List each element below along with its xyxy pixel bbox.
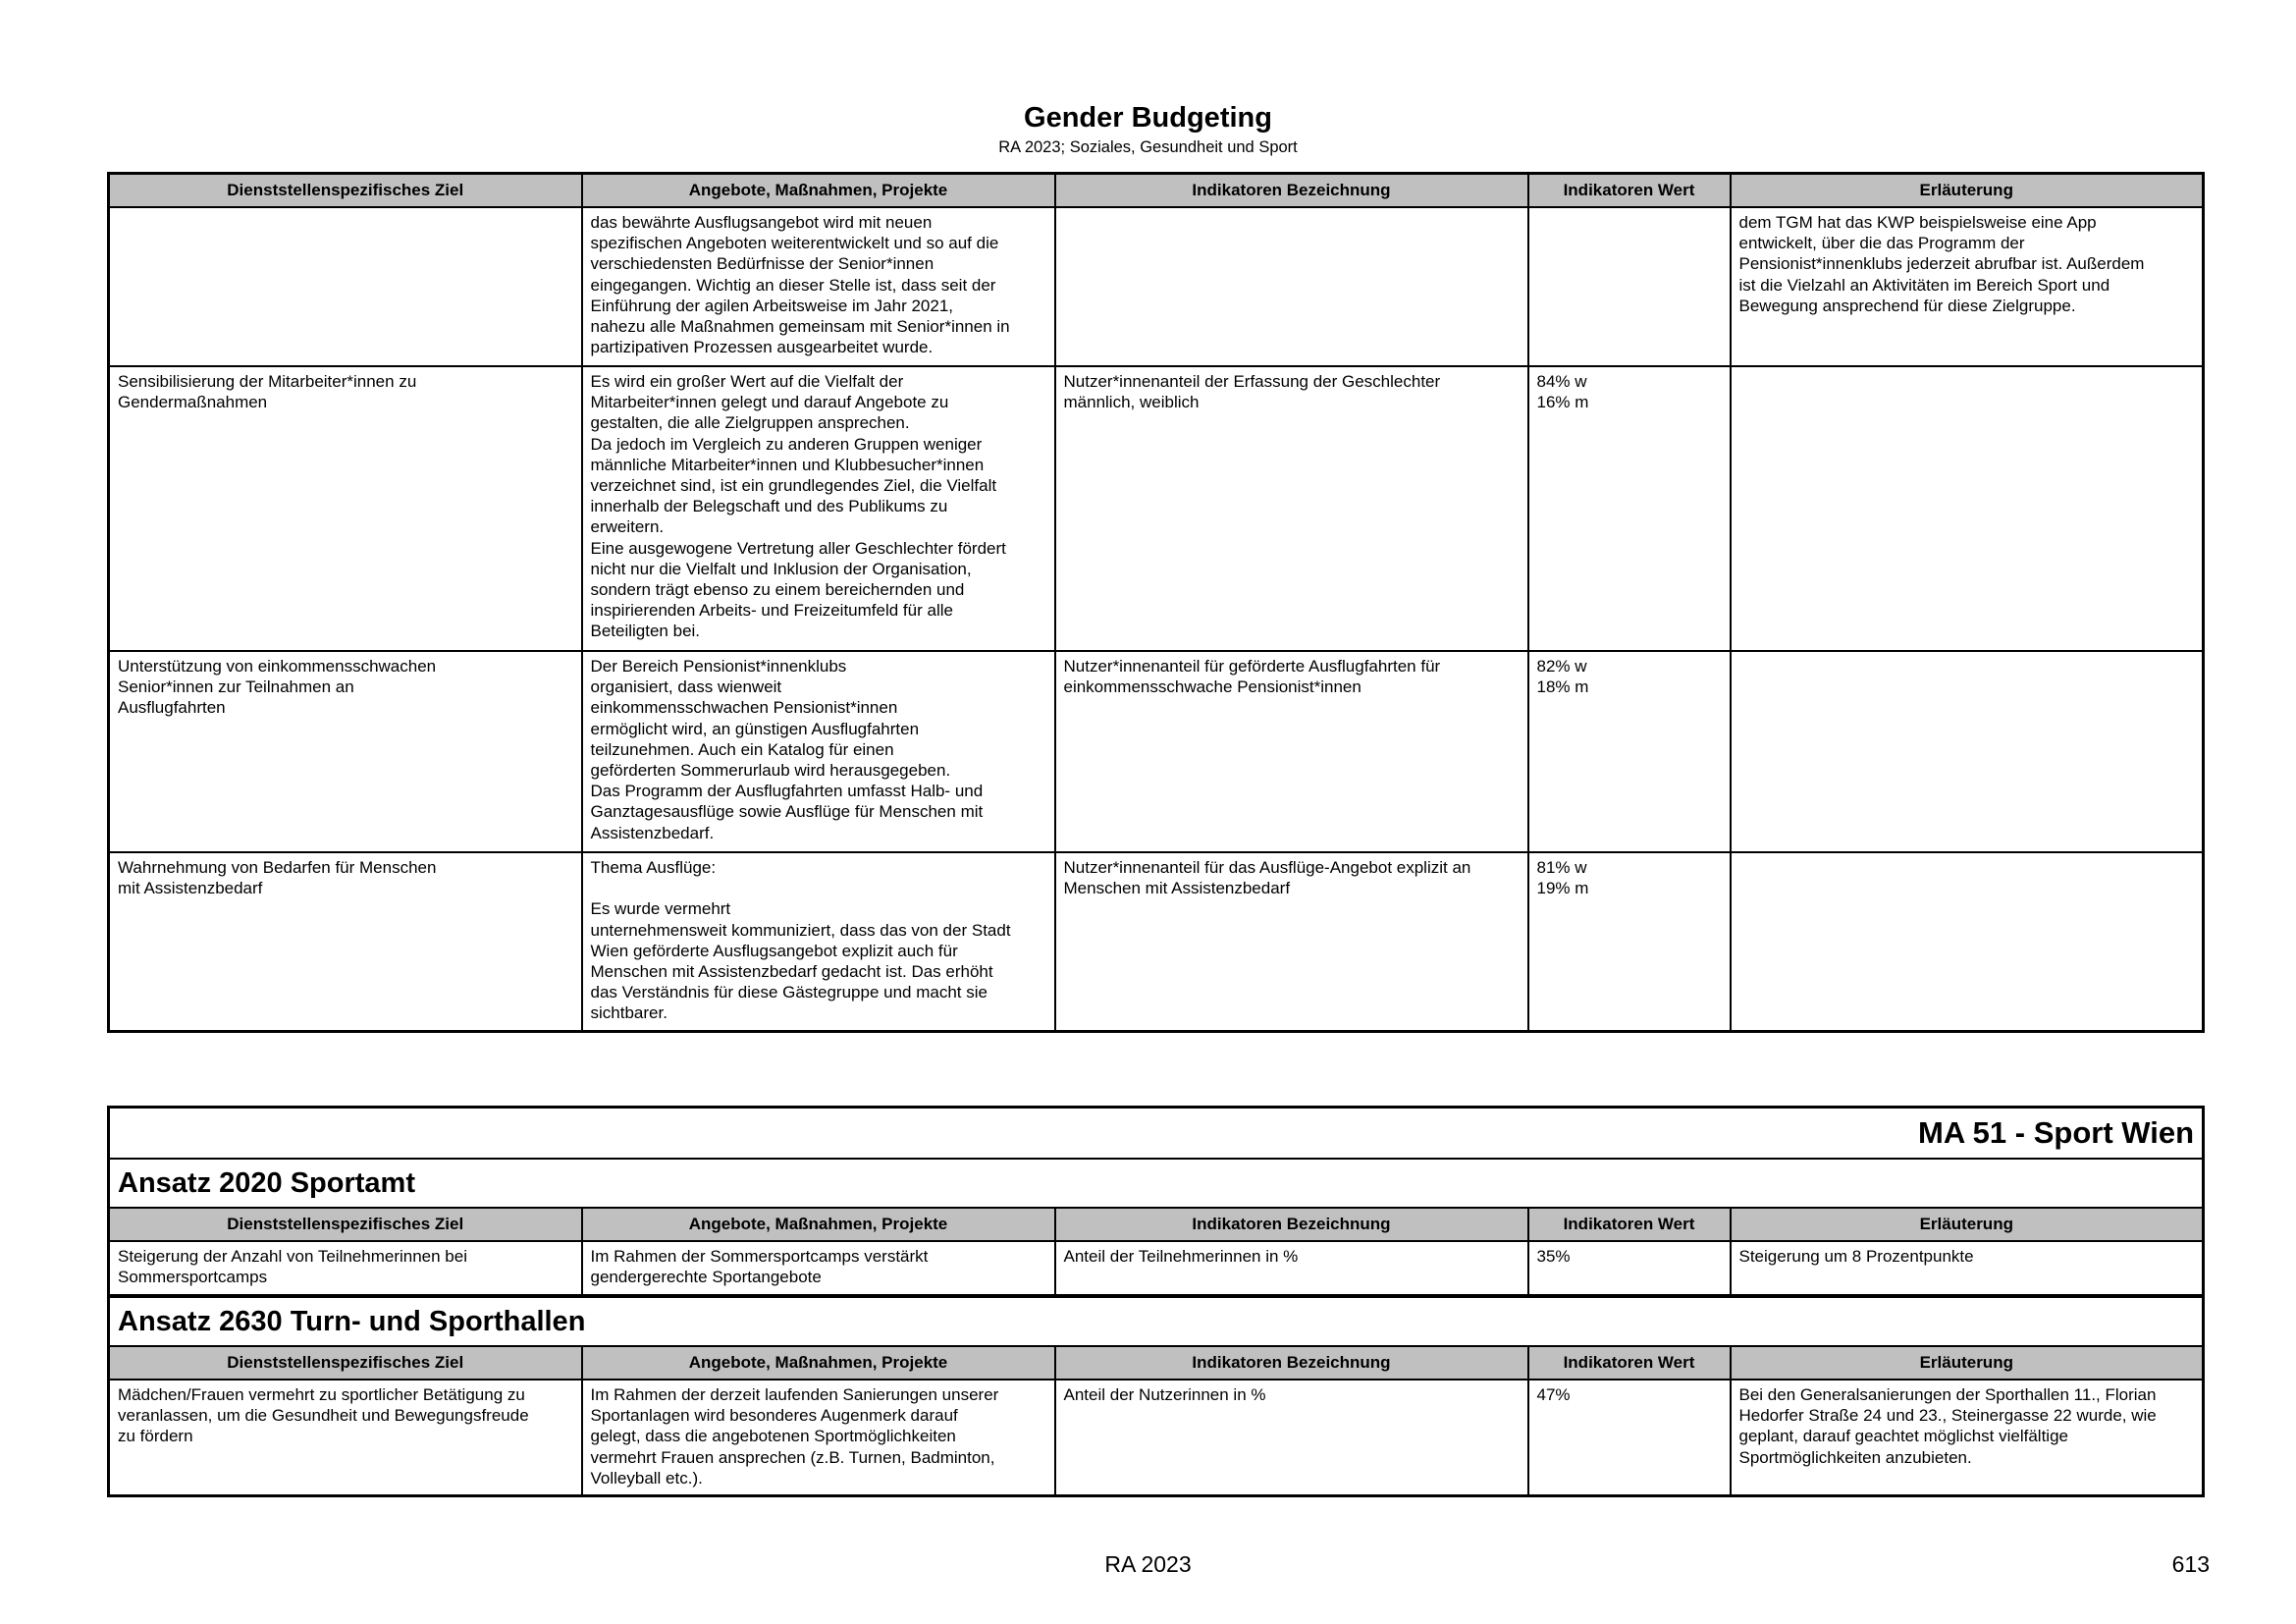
cell-angebote: Im Rahmen der derzeit laufenden Sanierungen unserer Sportanlagen wird besonderes Augenmerk darauf gelegt, dass die angebotenen Sportmöglichkeiten vermehrt Frauen ansprechen (z.B. Turnen, Badminton, Volleyball etc.). — [582, 1380, 1055, 1495]
section-title: Ansatz 2630 Turn- und Sporthallen — [109, 1296, 2204, 1346]
column-header-ziel: Dienststellenspezifisches Ziel — [109, 1208, 582, 1241]
cell-angebote: das bewährte Ausflugsangebot wird mit neuen spezifischen Angeboten weiterentwickelt und so auf die verschiedensten Bedürfnisse der Senior*innen eingegangen. Wichtig an dieser Stelle ist, dass seit der Einführung der agilen Arbeitsweise im Jahr 2021, nahezu alle Maßnahmen gemeinsam mit Senior*innen in partizipativen Prozessen ausgearbeitet wurde. — [582, 207, 1055, 366]
column-header-erlaeuterung: Erläuterung — [1731, 1208, 2204, 1241]
cell-ziel: Wahrnehmung von Bedarfen für Menschen mit Assistenzbedarf — [109, 852, 582, 1031]
table-row — [109, 366, 2204, 651]
column-header-wert: Indikatoren Wert — [1528, 1208, 1731, 1241]
section-row — [109, 1296, 2204, 1346]
table-row — [109, 207, 2204, 366]
cell-erlaeuterung — [1731, 651, 2204, 852]
cell-indikator: Nutzer*innenanteil der Erfassung der Geschlechter männlich, weiblich — [1055, 366, 1528, 651]
cell-angebote: Es wird ein großer Wert auf die Vielfalt der Mitarbeiter*innen gelegt und darauf Angebote zu gestalten, die alle Zielgruppen ansprechen. Da jedoch im Vergleich zu anderen Gruppen weniger männliche Mitarbeiter*innen und Klubbesucher*innen verzeichnet sind, ist ein grundlegendes Ziel, die Vielfalt innerhalb der Belegschaft und des Publikums zu erweitern. Eine ausgewogene Vertretung aller Geschlechter fördert nicht nur die Vielfalt und Inklusion der Organisation, sondern trägt ebenso zu einem bereichernden und inspirierenden Arbeits- und Freizeitumfeld für alle Beteiligten bei. — [582, 366, 1055, 651]
cell-wert: 82% w 18% m — [1528, 651, 1731, 852]
column-header-erlaeuterung: Erläuterung — [1731, 1346, 2204, 1380]
cell-angebote: Im Rahmen der Sommersportcamps verstärkt gendergerechte Sportangebote — [582, 1241, 1055, 1296]
cell-wert — [1528, 207, 1731, 366]
column-header-indikator: Indikatoren Bezeichnung — [1055, 174, 1528, 208]
cell-erlaeuterung: Steigerung um 8 Prozentpunkte — [1731, 1241, 2204, 1296]
cell-wert: 84% w 16% m — [1528, 366, 1731, 651]
cell-indikator: Nutzer*innenanteil für das Ausflüge-Angebot explizit an Menschen mit Assistenzbedarf — [1055, 852, 1528, 1031]
cell-ziel — [109, 207, 582, 366]
column-header-ziel: Dienststellenspezifisches Ziel — [109, 1346, 582, 1380]
cell-wert: 47% — [1528, 1380, 1731, 1495]
cell-erlaeuterung: Bei den Generalsanierungen der Sporthallen 11., Florian Hedorfer Straße 24 und 23., Steinergasse 22 wurde, wie geplant, darauf geachtet möglichst vielfältige Sportmöglichkeiten anzubieten. — [1731, 1380, 2204, 1495]
cell-angebote: Thema Ausflüge: Es wurde vermehrt unternehmensweit kommuniziert, dass das von der Stadt Wien geförderte Ausflugsangebot explizit auch für Menschen mit Assistenzbedarf gedacht ist. Das erhöht das Verständnis für diese Gästegruppe und macht sie sichtbarer. — [582, 852, 1055, 1031]
column-header-erlaeuterung: Erläuterung — [1731, 174, 2204, 208]
section-row — [109, 1159, 2204, 1208]
column-header-wert: Indikatoren Wert — [1528, 1346, 1731, 1380]
cell-wert: 35% — [1528, 1241, 1731, 1296]
department-title: MA 51 - Sport Wien — [109, 1108, 2204, 1160]
cell-wert: 81% w 19% m — [1528, 852, 1731, 1031]
cell-ziel: Unterstützung von einkommensschwachen Senior*innen zur Teilnahmen an Ausflugfahrten — [109, 651, 582, 852]
column-header-angebote: Angebote, Maßnahmen, Projekte — [582, 1208, 1055, 1241]
column-header-indikator: Indikatoren Bezeichnung — [1055, 1208, 1528, 1241]
table-row — [109, 852, 2204, 1031]
cell-erlaeuterung: dem TGM hat das KWP beispielsweise eine App entwickelt, über die das Programm der Pensionist*innenklubs jederzeit abrufbar ist. Außerdem ist die Vielzahl an Aktivitäten im Bereich Sport und Bewegung ansprechend für diese Zielgruppe. — [1731, 207, 2204, 366]
section-title: Ansatz 2020 Sportamt — [109, 1159, 2204, 1208]
table-row — [109, 1241, 2204, 1296]
table-header-row — [109, 1208, 2204, 1241]
column-header-wert: Indikatoren Wert — [1528, 174, 1731, 208]
table-row — [109, 1380, 2204, 1495]
cell-indikator: Anteil der Teilnehmerinnen in % — [1055, 1241, 1528, 1296]
cell-ziel: Sensibilisierung der Mitarbeiter*innen zu Gendermaßnahmen — [109, 366, 582, 651]
table-header-row — [109, 174, 2204, 208]
cell-indikator: Nutzer*innenanteil für geförderte Ausflugfahrten für einkommensschwache Pensionist*innen — [1055, 651, 1528, 852]
cell-erlaeuterung — [1731, 366, 2204, 651]
sport-wien-table — [107, 1106, 2205, 1497]
page-number: 613 — [2171, 1551, 2210, 1577]
column-header-angebote: Angebote, Maßnahmen, Projekte — [582, 174, 1055, 208]
footer-report-label: RA 2023 — [1104, 1551, 1192, 1577]
page-subtitle: RA 2023; Soziales, Gesundheit und Sport — [998, 138, 1298, 156]
cell-indikator — [1055, 207, 1528, 366]
column-header-indikator: Indikatoren Bezeichnung — [1055, 1346, 1528, 1380]
column-header-angebote: Angebote, Maßnahmen, Projekte — [582, 1346, 1055, 1380]
table-header-row — [109, 1346, 2204, 1380]
column-header-ziel: Dienststellenspezifisches Ziel — [109, 174, 582, 208]
cell-indikator: Anteil der Nutzerinnen in % — [1055, 1380, 1528, 1495]
page-title: Gender Budgeting — [1024, 102, 1272, 134]
cell-angebote: Der Bereich Pensionist*innenklubs organisiert, dass wienweit einkommensschwachen Pensionist*innen ermöglicht wird, an günstigen Ausflugfahrten teilzunehmen. Auch ein Katalog für einen geförderten Sommerurlaub wird herausgegeben. Das Programm der Ausflugfahrten umfasst Halb- und Ganztagesausflüge sowie Ausflüge für Menschen mit Assistenzbedarf. — [582, 651, 1055, 852]
gender-budgeting-table — [107, 172, 2205, 1033]
table-row — [109, 651, 2204, 852]
department-row — [109, 1108, 2204, 1160]
cell-ziel: Steigerung der Anzahl von Teilnehmerinnen bei Sommersportcamps — [109, 1241, 582, 1296]
cell-ziel: Mädchen/Frauen vermehrt zu sportlicher Betätigung zu veranlassen, um die Gesundheit und Bewegungsfreude zu fördern — [109, 1380, 582, 1495]
cell-erlaeuterung — [1731, 852, 2204, 1031]
